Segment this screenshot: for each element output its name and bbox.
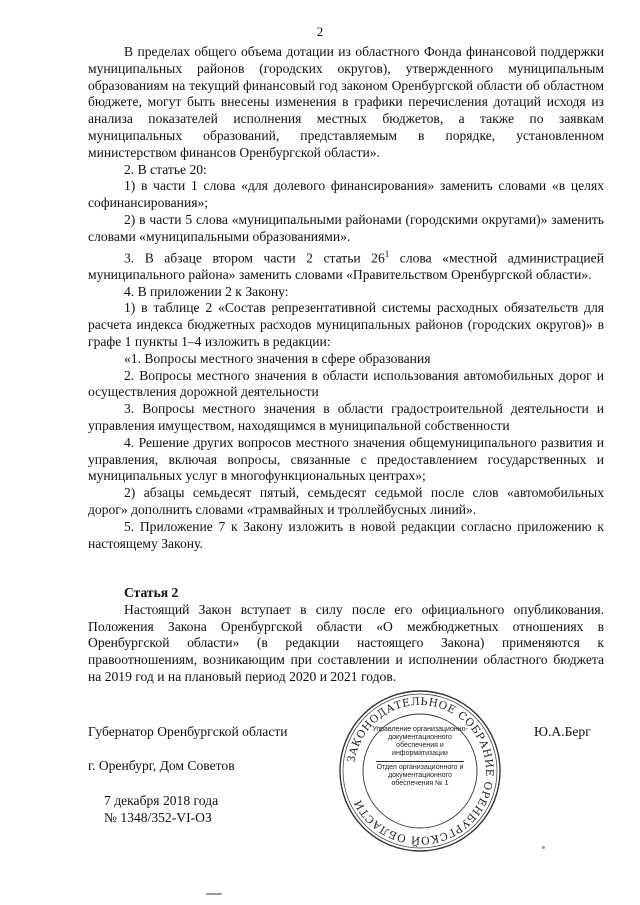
- paragraph: В пределах общего объема дотации из областного Фонда финансовой поддержки муниципальных районов (городских округов), утвержденного муниципальным образованиям на текущий финансовый год законом Оренбургской области об областном бюджете, могут быть внесены изменения в графики перечисления дотаций исходя из анализа показателей исполнения местных бюджетов, а также по заявкам муниципальных образований, представляемым в порядке, установленном министерством финансов Оренбургской области».: [88, 44, 604, 160]
- scan-speck: [542, 846, 545, 849]
- paragraph: 3. Вопросы местного значения в области градостроительной деятельности и управления имуществом, находящимся в муниципальной собственности: [88, 401, 604, 434]
- article-text: Настоящий Закон вступает в силу после его официального опубликования. Положения Закона Оренбургской области «О межбюджетных отношениях в Оренбургской области» (в редакции настоящего Закона) применяются к правоотношениям, возникающим при составлении и исполнении областного бюджета на 2019 год и на плановый период 2020 и 2021 годов.: [88, 601, 604, 684]
- paragraph: 2) в части 5 слова «муниципальными районами (городскими округами)» заменить словами «муниципальными образованиями».: [88, 211, 604, 244]
- paragraph: 4. В приложении 2 к Закону:: [124, 283, 289, 299]
- signer-title: Губернатор Оренбургской области: [88, 724, 288, 739]
- article-title: Статья 2: [124, 585, 179, 600]
- document-number: № 1348/352-VI-ОЗ: [104, 810, 212, 825]
- paragraph: «1. Вопросы местного значения в сфере образования: [124, 350, 431, 366]
- paragraph: 2. В статье 20:: [124, 161, 207, 177]
- signer-name: Ю.А.Берг: [534, 724, 591, 739]
- article-2: [88, 585, 604, 686]
- registration-stamp: [372, 726, 468, 818]
- page-number: 2: [316, 24, 324, 39]
- paragraph: 1) в таблице 2 «Состав репрезентативной системы расходных обязательств для расчета индекса бюджетных расходов муниципальных районов (городских округов)» в графе 1 пункты 1–4 изложить в редакции:: [88, 300, 604, 350]
- paragraph: 2. Вопросы местного значения в области использования автомобильных дорог и осуществления дорожной деятельности: [88, 367, 604, 400]
- paragraph-text: 3. В абзаце втором части 2 статьи 26: [124, 250, 385, 266]
- paragraph: 4. Решение других вопросов местного значения общемуниципального развития и управления, включая вопросы, связанные с предоставлением государственных и муниципальных услуг в многофункциональных центрах»;: [88, 434, 604, 484]
- scan-speck: [206, 893, 222, 895]
- paragraph: 5. Приложение 7 к Закону изложить в новой редакции согласно приложению к настоящему Закону.: [88, 518, 604, 551]
- seal-ring-text: ЗАКОНОДАТЕЛЬНОЕ СОБРАНИЕ ОРЕНБУРГСКОЙ ОБЛАСТИ: [345, 695, 496, 847]
- stamp-bottom-text: Отдел организационного и документационного обеспечения № 1: [376, 764, 464, 787]
- paragraph: [88, 246, 604, 284]
- signing-date: 7 декабря 2018 года: [104, 793, 219, 808]
- paragraph: 1) в части 1 слова «для долевого финансирования» заменить словами «в целях софинансирования»;: [88, 178, 604, 211]
- superscript: 1: [384, 248, 390, 259]
- paragraph-text: слова «местной администрацией муниципального района» заменить словами «Правительством Оренбургской области».: [88, 250, 604, 282]
- stamp-divider: [376, 761, 464, 762]
- stamp-top-text: Управление организационно-документационного обеспечения и информатизации: [372, 726, 468, 757]
- document-body: [88, 44, 604, 552]
- paragraph: 2) абзацы семьдесят пятый, семьдесят седьмой после слов «автомобильных дорог» дополнить словами «трамвайных и троллейбусных линий».: [88, 485, 604, 518]
- signing-place: г. Оренбург, Дом Советов: [88, 758, 235, 773]
